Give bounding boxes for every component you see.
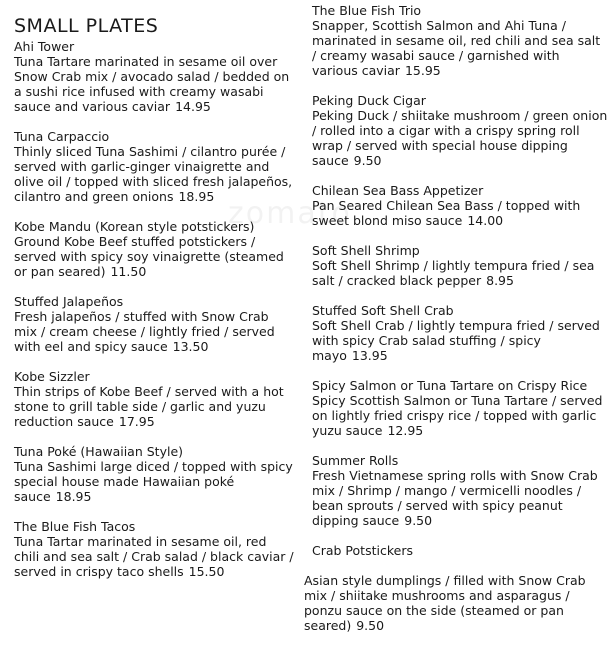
menu-item-chilean-sea-bass — [312, 183, 608, 228]
item-description: Soft Shell Crab / lightly tempura fried / served with spicy Crab salad stuffing / spicy mayo 13.95 — [312, 318, 600, 363]
menu-item-blue-fish-tacos — [14, 519, 294, 579]
item-description: Thinly sliced Tuna Sashimi / cilantro purée / served with garlic-ginger vinaigrette and olive oil / topped with sliced fresh jalapeños, cilantro and green onions 18.95 — [14, 144, 293, 204]
item-name: The Blue Fish Trio — [312, 3, 422, 18]
menu-item-crab-potstickers — [304, 543, 608, 633]
item-price: 18.95 — [55, 489, 92, 504]
item-price: 14.00 — [467, 213, 504, 228]
item-description: Tuna Tartare marinated in sesame oil over Snow Crab mix / avocado salad / bedded on a sushi rice infused with creamy wasabi sauce and various caviar 14.95 — [14, 54, 290, 114]
item-name: Peking Duck Cigar — [312, 93, 426, 108]
item-name: Chilean Sea Bass Appetizer — [312, 183, 484, 198]
item-description: Pan Seared Chilean Sea Bass / topped with sweet blond miso sauce 14.00 — [312, 198, 581, 228]
item-name: Crab Potstickers — [312, 543, 413, 558]
item-description: Spicy Scottish Salmon or Tuna Tartare / served on lightly fried crispy rice / topped with garlic yuzu sauce 12.95 — [312, 393, 603, 438]
item-description: Snapper, Scottish Salmon and Ahi Tuna / marinated in sesame oil, red chili and sea salt / creamy wasabi sauce / garnished with various caviar 15.95 — [312, 18, 601, 78]
item-name: Summer Rolls — [312, 453, 399, 468]
item-price: 9.50 — [353, 153, 382, 168]
item-description: Ground Kobe Beef stuffed potstickers / served with spicy soy vinaigrette (steamed or pan seared) 11.50 — [14, 234, 284, 279]
item-description: Fresh Vietnamese spring rolls with Snow Crab mix / Shrimp / mango / vermicelli noodles / bean sprouts / served with spicy peanut dipping sauce 9.50 — [312, 468, 598, 528]
item-name: Soft Shell Shrimp — [312, 243, 420, 258]
item-description: Fresh jalapeños / stuffed with Snow Crab mix / cream cheese / lightly fried / served with eel and spicy sauce 13.50 — [14, 309, 275, 354]
menu-item-soft-shell-shrimp — [312, 243, 608, 288]
item-name: Tuna Carpaccio — [14, 129, 110, 144]
item-name: Stuffed Soft Shell Crab — [312, 303, 454, 318]
item-description: Tuna Tartar marinated in sesame oil, red chili and sea salt / Crab salad / black caviar / served in crispy taco shells 15.50 — [14, 534, 294, 579]
item-name: Kobe Sizzler — [14, 369, 90, 384]
item-description: Asian style dumplings / filled with Snow Crab mix / shiitake mushrooms and asparagus / ponzu sauce on the side (steamed or pan seared) 9.50 — [304, 573, 586, 633]
item-name: Ahi Tower — [14, 39, 75, 54]
menu-column-left — [14, 0, 294, 579]
item-price: 11.50 — [110, 264, 147, 279]
item-name: Kobe Mandu (Korean style potstickers) — [14, 219, 255, 234]
item-price: 17.95 — [118, 414, 155, 429]
item-price: 13.95 — [351, 348, 388, 363]
item-name: Tuna Poké (Hawaiian Style) — [14, 444, 184, 459]
item-price: 15.95 — [404, 63, 441, 78]
section-heading: SMALL PLATES — [14, 15, 159, 37]
menu-column-right — [304, 0, 608, 633]
menu-item-blue-fish-trio — [312, 3, 608, 78]
menu-item-stuffed-jalapenos — [14, 294, 294, 354]
menu-item-kobe-sizzler — [14, 369, 294, 429]
item-name: Spicy Salmon or Tuna Tartare on Crispy Rice — [312, 378, 588, 393]
menu-item-summer-rolls — [312, 453, 608, 528]
item-description: Soft Shell Shrimp / lightly tempura fried / sea salt / cracked black pepper 8.95 — [312, 258, 595, 288]
item-description: Thin strips of Kobe Beef / served with a hot stone to grill table side / garlic and yuzu reduction sauce 17.95 — [14, 384, 284, 429]
item-description: Peking Duck / shiitake mushroom / green onion / rolled into a cigar with a crispy spring roll wrap / served with special house dipping sauce 9.50 — [312, 108, 608, 168]
item-price: 9.50 — [356, 618, 385, 633]
item-price: 15.50 — [188, 564, 225, 579]
menu-item-peking-duck-cigar — [312, 93, 608, 168]
menu-item-stuffed-soft-shell-crab — [312, 303, 608, 363]
menu-item-spicy-tartare-crispy-rice — [312, 378, 608, 438]
menu-item-kobe-mandu — [14, 219, 294, 279]
item-name: Stuffed Jalapeños — [14, 294, 124, 309]
menu-item-tuna-carpaccio — [14, 129, 294, 204]
item-price: 8.95 — [486, 273, 514, 288]
item-price: 9.50 — [404, 513, 433, 528]
item-description: Tuna Sashimi large diced / topped with spicy special house made Hawaiian poké sauce 18.95 — [14, 459, 293, 504]
item-price: 12.95 — [387, 423, 424, 438]
watermark: zomato — [228, 196, 352, 231]
item-price: 13.50 — [172, 339, 209, 354]
menu-item-tuna-poke — [14, 444, 294, 504]
item-price: 14.95 — [175, 99, 211, 114]
item-name: The Blue Fish Tacos — [14, 519, 136, 534]
menu-item-ahi-tower — [14, 39, 294, 114]
item-price: 18.95 — [178, 189, 215, 204]
